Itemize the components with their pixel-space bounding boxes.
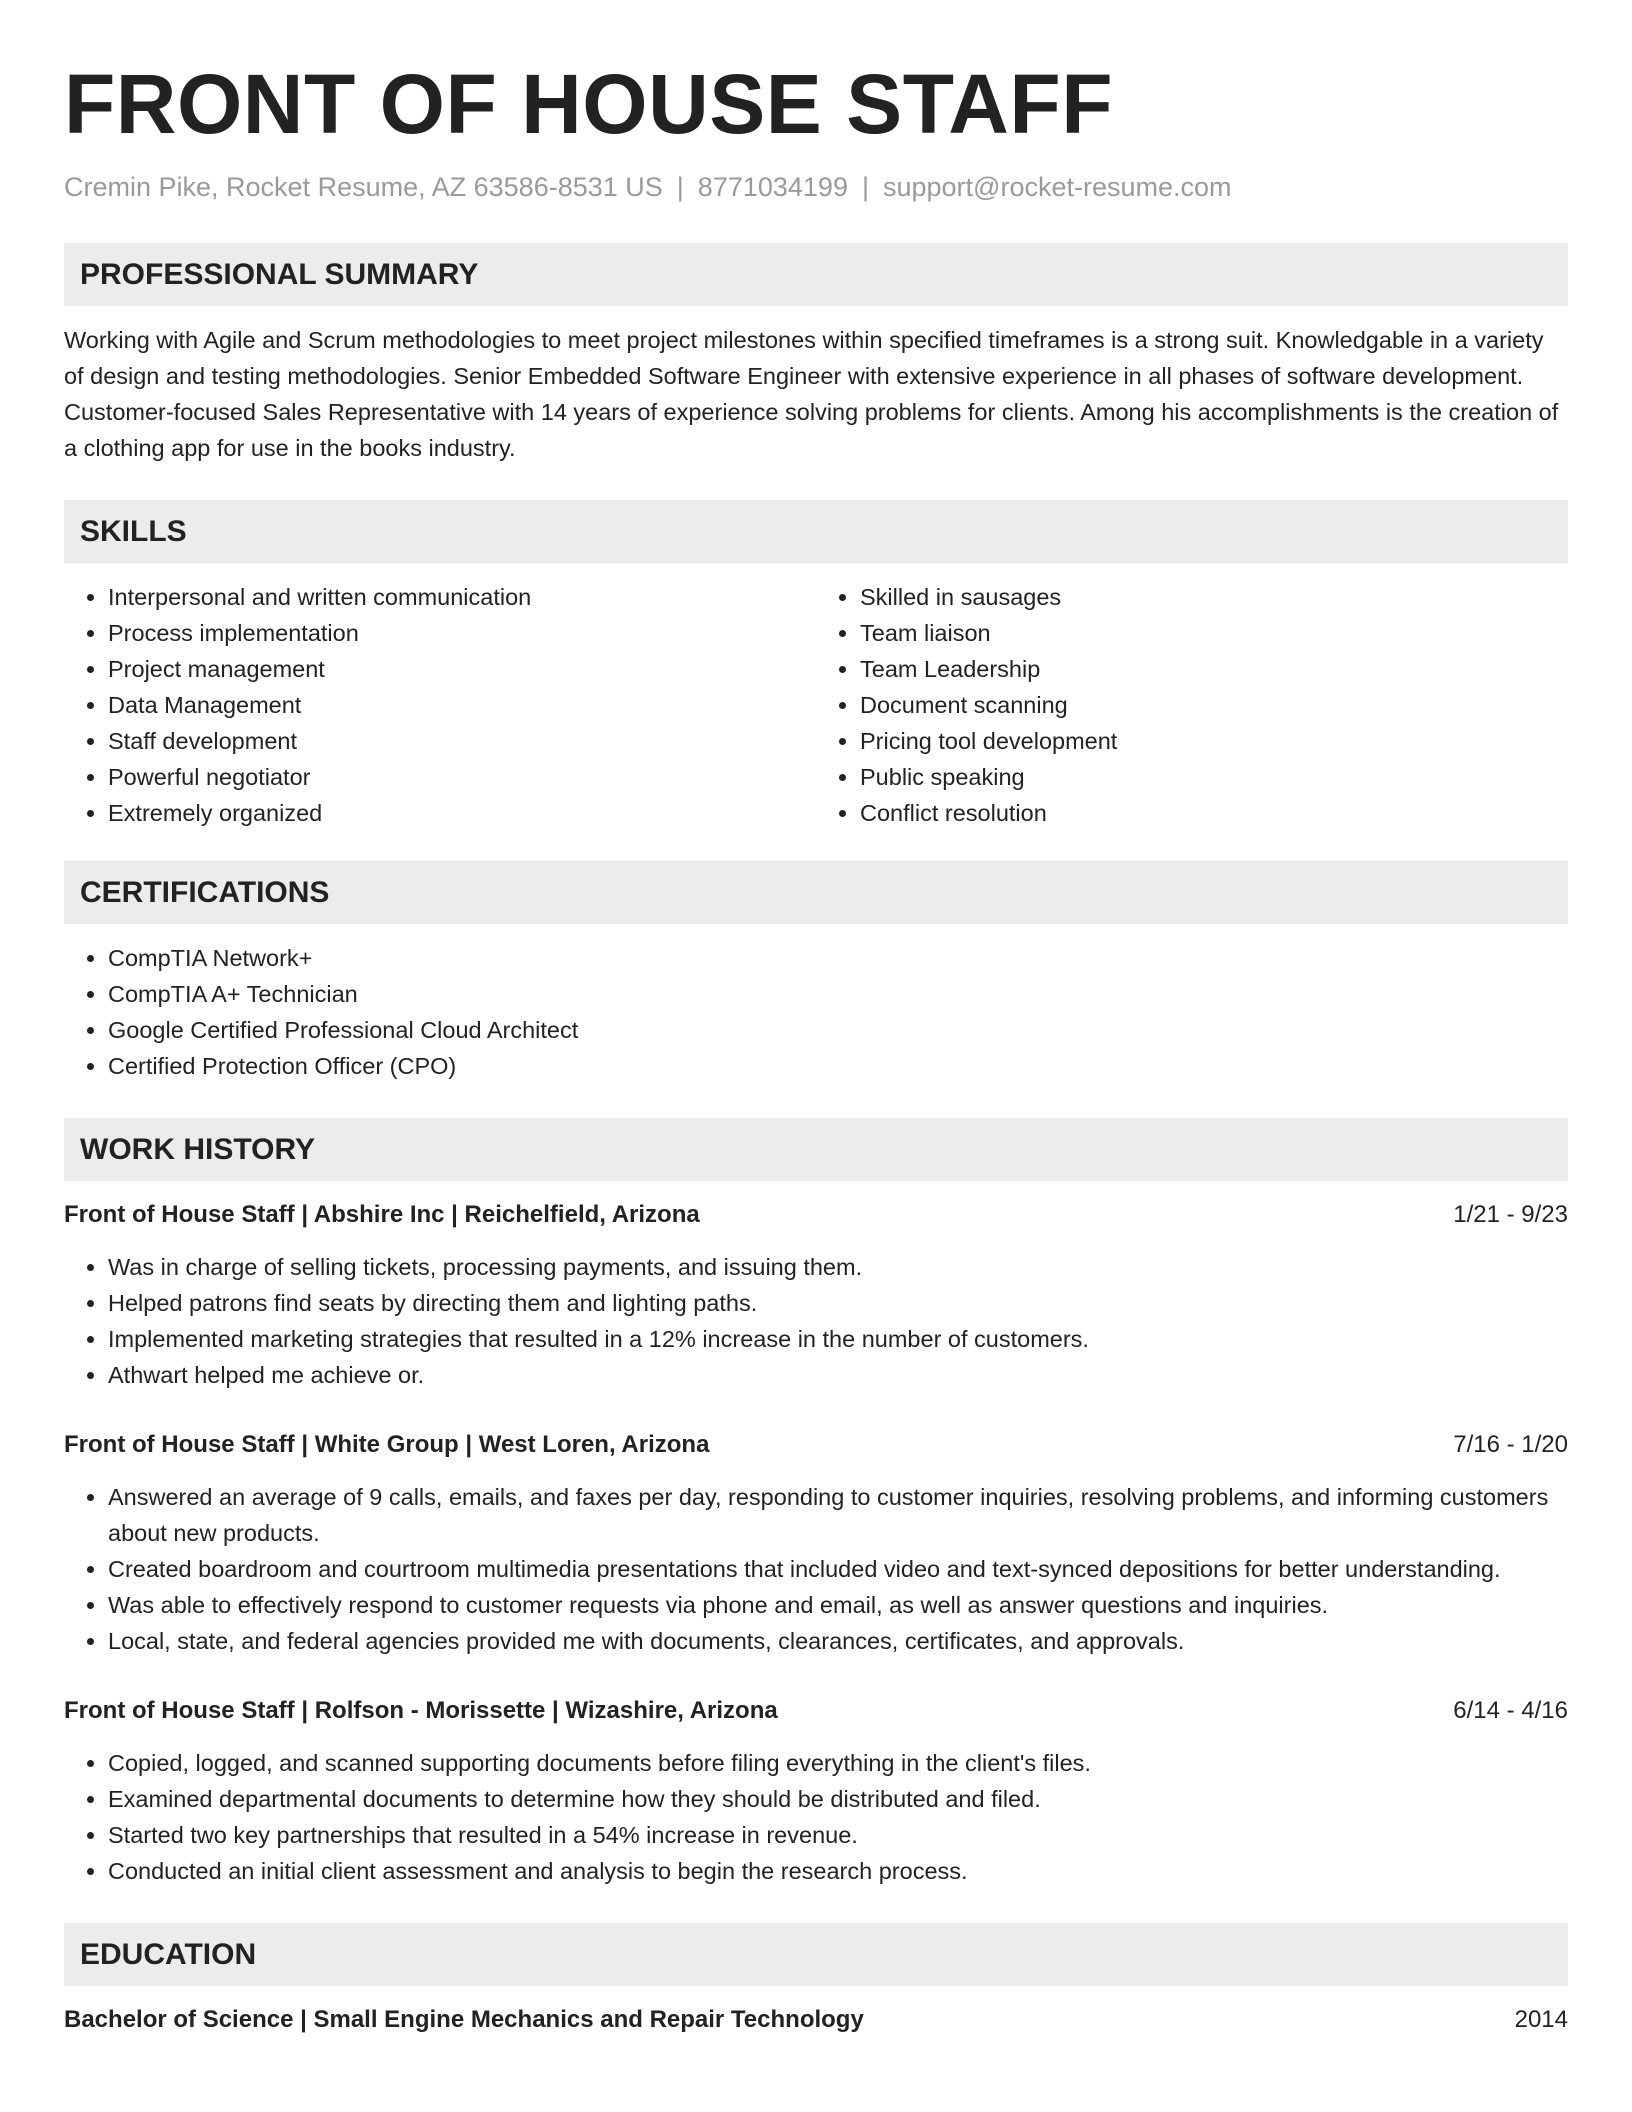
list-item: • Powerful negotiator [108,759,816,795]
contact-separator: | [676,172,684,202]
list-item: • Created boardroom and courtroom multimedia presentations that included video and text-synced depositions for better understanding. [108,1551,1568,1587]
list-item: • Project management [108,651,816,687]
list-item: • Data Management [108,687,816,723]
list-item: • Team Leadership [860,651,1568,687]
resume-title: FRONT OF HOUSE STAFF [64,57,1114,151]
list-item: • Helped patrons find seats by directing them and lighting paths. [108,1285,1568,1321]
list-item: • Started two key partnerships that resulted in a 54% increase in revenue. [108,1817,1568,1853]
certifications-section [64,861,1568,1084]
job-entry [64,1197,1568,1393]
list-item: • CompTIA A+ Technician [108,976,1568,1012]
list-item: • Document scanning [860,687,1568,723]
address-text: Cremin Pike, Rocket Resume, AZ 63586-8531 US [64,172,663,202]
list-item: • Implemented marketing strategies that resulted in a 12% increase in the number of customers. [108,1321,1568,1357]
education-year: 2014 [1514,2006,1568,2033]
job-title: Front of House Staff | Abshire Inc | Reichelfield, Arizona [64,1201,700,1228]
job-bullets [64,1249,1568,1393]
skills-list-right [816,579,1568,831]
list-item: • Pricing tool development [860,723,1568,759]
certifications-list [64,940,1568,1084]
list-item: • Google Certified Professional Cloud Architect [108,1012,1568,1048]
job-entry [64,1693,1568,1889]
summary-text: Working with Agile and Scrum methodologies to meet project milestones within specified timeframes is a strong suit. Knowledgable in a variety of design and testing methodologies. Senior Embedded Software Engineer with extensive experience in all phases of software development. Customer-focused Sales Representative with 14 years of experience solving problems for clients. Among his accomplishments is the creation of a clothing app for use in the books industry. [64,327,1559,461]
section-heading-skills: SKILLS [64,500,1568,563]
work-history-section [64,1118,1568,1889]
job-entry [64,1427,1568,1659]
job-header [64,1693,1568,1729]
list-item: • Team liaison [860,615,1568,651]
section-heading-work: WORK HISTORY [64,1118,1568,1181]
section-heading-education: EDUCATION [64,1923,1568,1986]
skills-section [64,500,1568,831]
job-title: Front of House Staff | White Group | West Loren, Arizona [64,1431,710,1458]
list-item: • Conducted an initial client assessment and analysis to begin the research process. [108,1853,1568,1889]
job-title: Front of House Staff | Rolfson - Morissette | Wizashire, Arizona [64,1697,778,1724]
list-item: • Conflict resolution [860,795,1568,831]
list-item: • Was able to effectively respond to customer requests via phone and email, as well as answer questions and inquiries. [108,1587,1568,1623]
contact-line [64,170,1568,204]
job-dates: 1/21 - 9/23 [1453,1201,1568,1228]
list-item: • Certified Protection Officer (CPO) [108,1048,1568,1084]
job-header [64,1427,1568,1463]
skills-columns [64,579,1568,831]
list-item: • Copied, logged, and scanned supporting documents before filing everything in the client's files. [108,1745,1568,1781]
education-entry [64,2002,1568,2038]
summary-section [64,243,1568,466]
list-item: • Local, state, and federal agencies provided me with documents, clearances, certificates, and approvals. [108,1623,1568,1659]
list-item: • Staff development [108,723,816,759]
list-item: • Interpersonal and written communication [108,579,816,615]
phone-text: 8771034199 [697,172,848,202]
job-dates: 6/14 - 4/16 [1453,1697,1568,1724]
list-item: • CompTIA Network+ [108,940,1568,976]
list-item: • Answered an average of 9 calls, emails, and faxes per day, responding to customer inquiries, resolving problems, and informing customers about new products. [108,1479,1568,1551]
list-item: • Public speaking [860,759,1568,795]
job-bullets [64,1479,1568,1659]
job-bullets [64,1745,1568,1889]
job-header [64,1197,1568,1233]
degree-text: Bachelor of Science | Small Engine Mechanics and Repair Technology [64,2006,864,2033]
list-item: • Examined departmental documents to determine how they should be distributed and filed. [108,1781,1568,1817]
contact-separator: | [861,172,869,202]
list-item: • Was in charge of selling tickets, processing payments, and issuing them. [108,1249,1568,1285]
section-heading-summary: PROFESSIONAL SUMMARY [64,243,1568,306]
list-item: • Athwart helped me achieve or. [108,1357,1568,1393]
education-section [64,1923,1568,2038]
list-item: • Extremely organized [108,795,816,831]
skills-list-left [64,579,816,831]
job-dates: 7/16 - 1/20 [1453,1431,1568,1458]
list-item: • Skilled in sausages [860,579,1568,615]
list-item: • Process implementation [108,615,816,651]
section-heading-certifications: CERTIFICATIONS [64,861,1568,924]
email-text: support@rocket-resume.com [882,172,1232,202]
